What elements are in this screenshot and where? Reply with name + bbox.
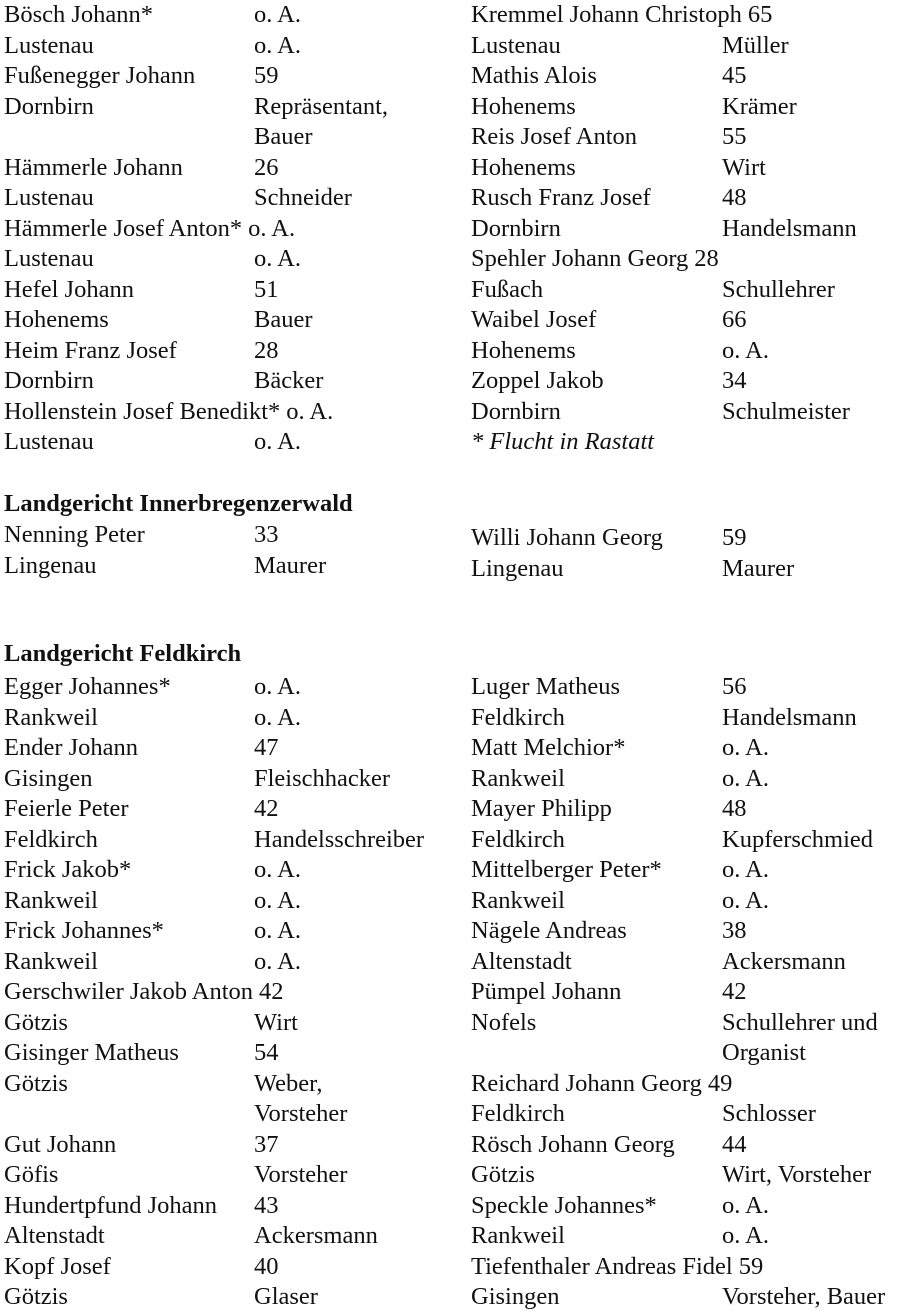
person-name: Spehler Johann Georg [471,245,689,272]
age-value: o. A. [254,1,301,28]
place-name: Feldkirch [471,703,565,731]
person-entry [4,1252,318,1313]
person-name: Kremmel Johann Christoph [471,1,742,28]
person-name: Gisinger Matheus [4,1039,179,1066]
feldkirch-left-column [4,672,425,1313]
occupation: Bauer [254,123,313,150]
person-name: Pümpel Johann [471,978,622,1005]
occupation: o. A. [254,245,301,272]
occupation: o. A. [254,31,301,59]
name-line [471,244,772,275]
person-entry [471,523,795,584]
feldkirch-right-column [471,672,886,1313]
person-name: Egger Johannes* [4,673,171,700]
person-entry [4,1191,378,1252]
person-entry [471,794,874,855]
age-value: 65 [747,1,773,28]
person-name: Waibel Josef [471,306,597,333]
age-value: 38 [722,917,747,944]
person-name: Frick Johannes* [4,917,164,944]
person-name: Mittelberger Peter* [471,856,662,883]
place-name: Rankweil [4,703,98,731]
person-name: Ender Johann [4,734,139,761]
occupation: o. A. [254,947,301,975]
place-name: Lingenau [4,551,97,579]
age-value: 28 [694,245,719,272]
occupation: Handelsmann [722,703,857,731]
occupation: o. A. [722,764,769,792]
occupation: o. A. [722,886,769,914]
occupation: Schulmeister [722,397,850,425]
place-name: Dornbirn [471,214,561,242]
person-entry [471,733,769,794]
place-name: Rankweil [471,764,565,792]
age-value: 33 [254,521,279,548]
person-entry [4,275,333,336]
person-entry [4,916,301,977]
person-entry [471,977,878,1069]
person-name: Hefel Johann [4,275,134,303]
person-name: Hämmerle Josef Anton* [4,214,243,242]
top-left-column [4,0,389,458]
person-entry [4,520,327,581]
place-name: Feldkirch [471,1100,565,1127]
name-line [471,1069,763,1100]
person-entry [4,397,333,458]
age-value: 48 [722,795,747,822]
person-entry [471,916,846,977]
age-value: o. A. [286,397,334,425]
place-name: Feldkirch [471,825,565,853]
place-name: Götzis [4,1283,68,1310]
person-entry [471,305,772,366]
occupation: Kupferschmied [722,825,874,853]
occupation: o. A. [722,1222,769,1249]
occupation: Ackersmann [254,1222,378,1249]
person-entry [471,1069,816,1130]
place-name: Götzis [4,1069,68,1097]
person-entry [4,733,391,794]
place-name: Altenstadt [471,947,572,975]
occupation: Wirt, Vorsteher [722,1161,872,1188]
place-name: Lustenau [471,31,561,59]
place-name: Altenstadt [4,1222,105,1249]
age-value: 28 [254,336,279,364]
place-name: Hohenems [471,92,576,120]
occupation: Wirt [722,153,766,181]
person-entry [4,977,298,1038]
age-value: 43 [254,1191,279,1219]
person-entry [471,672,857,733]
occupation: Müller [722,31,789,59]
person-entry [471,1252,886,1313]
place-name: Rankweil [4,886,98,914]
occupation: Schlosser [722,1100,816,1127]
person-entry [4,855,301,916]
place-name: Hohenems [471,336,576,364]
age-value: o. A. [722,734,769,761]
age-value: 59 [722,524,747,551]
age-value: 56 [722,673,747,700]
person-name: Gerschwiler Jakob Anton [4,978,254,1005]
person-entry [4,214,333,275]
place-name: Lingenau [471,554,564,582]
innerbregenzerwald-right-column [471,523,795,584]
person-entry [471,122,772,183]
occupation: Schneider [254,184,352,211]
place-name: Dornbirn [4,367,94,394]
age-value: 34 [722,367,747,394]
place-name: Fußach [471,275,544,303]
occupation: Schullehrer und [722,1008,878,1036]
occupation: Fleischhacker [254,764,391,792]
person-name: Mathis Alois [471,62,597,89]
place-name: Lustenau [4,31,94,59]
age-value: 51 [254,275,279,303]
person-entry [471,1191,769,1252]
occupation: Wirt [254,1008,298,1036]
person-entry [4,1130,348,1191]
person-name: Rösch Johann Georg [471,1130,675,1158]
occupation: Glaser [254,1283,318,1310]
person-entry [4,672,301,733]
person-entry [4,794,425,855]
person-entry [471,1130,872,1191]
age-value: 48 [722,184,747,211]
age-value: 55 [722,123,747,150]
age-value: 59 [738,1252,764,1280]
name-line [4,214,333,245]
place-name: Feldkirch [4,825,98,853]
age-value: o. A. [254,856,301,883]
person-name: Speckle Johannes* [471,1191,657,1219]
person-name: Nenning Peter [4,521,145,548]
age-value: 42 [254,795,279,822]
person-entry [471,61,797,122]
age-value: 40 [254,1252,279,1280]
section-heading-feldkirch: Landgericht Feldkirch [4,640,242,667]
occupation: Bäcker [254,367,324,394]
age-value: 37 [254,1130,279,1158]
occupation: Schullehrer [722,275,835,303]
person-entry [471,244,835,305]
place-name: Rankweil [471,886,565,914]
person-entry [471,183,857,244]
top-right-column [471,0,857,427]
place-name: Hohenems [471,153,576,181]
name-line [4,977,284,1008]
occupation: Ackersmann [722,947,846,975]
person-name: Luger Matheus [471,673,620,700]
person-name: Frick Jakob* [4,856,132,883]
person-entry [4,0,333,61]
person-name: Heim Franz Josef [4,336,177,364]
age-value: 44 [722,1130,747,1158]
person-name: Matt Melchior* [471,734,626,761]
age-value: o. A. [722,1191,769,1219]
person-name: Bösch Johann* [4,1,154,28]
occupation: Vorsteher, Bauer [722,1283,886,1310]
person-name: Kopf Josef [4,1252,111,1280]
person-name: Gut Johann [4,1130,117,1158]
person-name: Hämmerle Johann [4,153,183,181]
occupation: Vorsteher [254,1100,348,1127]
person-name: Nägele Andreas [471,917,627,944]
occupation: o. A. [254,703,301,731]
occupation: Repräsentant, [254,92,389,120]
occupation: Organist [722,1039,806,1066]
place-name: Gisingen [471,1283,560,1310]
place-name: Götzis [471,1161,535,1188]
person-name: Reis Josef Anton [471,123,638,150]
age-value: 42 [722,978,747,1005]
age-value: 47 [254,734,279,761]
place-name: Lustenau [4,428,94,455]
person-name: Tiefenthaler Andreas Fidel [471,1252,733,1280]
person-name: Feierle Peter [4,795,129,822]
age-value: 49 [707,1069,733,1097]
place-name: Rankweil [4,947,98,975]
place-name: Dornbirn [471,397,561,425]
person-entry [471,0,789,61]
person-entry [4,1038,348,1130]
occupation: Handelsschreiber [254,825,425,853]
place-name: Dornbirn [4,92,94,120]
section-heading-innerbregenzerwald: Landgericht Innerbregenzerwald [4,490,353,517]
person-name: Zoppel Jakob [471,367,604,394]
person-entry [4,336,333,397]
person-entry [4,61,389,153]
place-name: Lustenau [4,245,94,272]
person-name: Hundertpfund Johann [4,1191,217,1219]
place-name: Götzis [4,1008,68,1036]
occupation: o. A. [722,336,769,364]
age-value: 54 [254,1039,279,1066]
occupation: Vorsteher [254,1161,348,1188]
age-value: 26 [254,153,279,181]
person-name: Hollenstein Josef Benedikt* [4,397,281,425]
person-name: Mayer Philipp [471,795,612,822]
occupation: o. A. [254,428,301,455]
name-line [471,0,772,31]
person-name: Reichard Johann Georg [471,1069,702,1097]
person-name: Fußenegger Johann [4,62,196,89]
name-line [4,397,333,428]
age-value: o. A. [248,214,296,242]
occupation: Maurer [254,551,327,579]
place-name: Lustenau [4,184,94,211]
occupation: Maurer [722,554,795,582]
place-name: Hohenems [4,306,109,333]
place-name: Göfis [4,1161,59,1188]
name-line [471,1252,763,1283]
person-entry [4,153,352,214]
age-value: 45 [722,62,747,89]
innerbregenzerwald-left-column [4,520,327,581]
occupation: o. A. [254,886,301,914]
place-name: Nofels [471,1008,537,1036]
age-value: 59 [254,62,279,89]
age-value: 66 [722,306,747,333]
age-value: o. A. [722,856,769,883]
occupation: Weber, [254,1069,323,1097]
person-entry [471,855,769,916]
occupation: Krämer [722,92,797,120]
occupation: Handelsmann [722,214,857,242]
age-value: 42 [259,978,284,1005]
person-name: Rusch Franz Josef [471,184,651,211]
age-value: o. A. [254,917,301,944]
place-name: Rankweil [471,1222,565,1249]
occupation: Bauer [254,306,313,333]
age-value: o. A. [254,673,301,700]
place-name: Gisingen [4,764,93,792]
person-name: Willi Johann Georg [471,524,663,551]
footnote: * Flucht in Rastatt [471,428,655,455]
person-entry [471,366,850,427]
